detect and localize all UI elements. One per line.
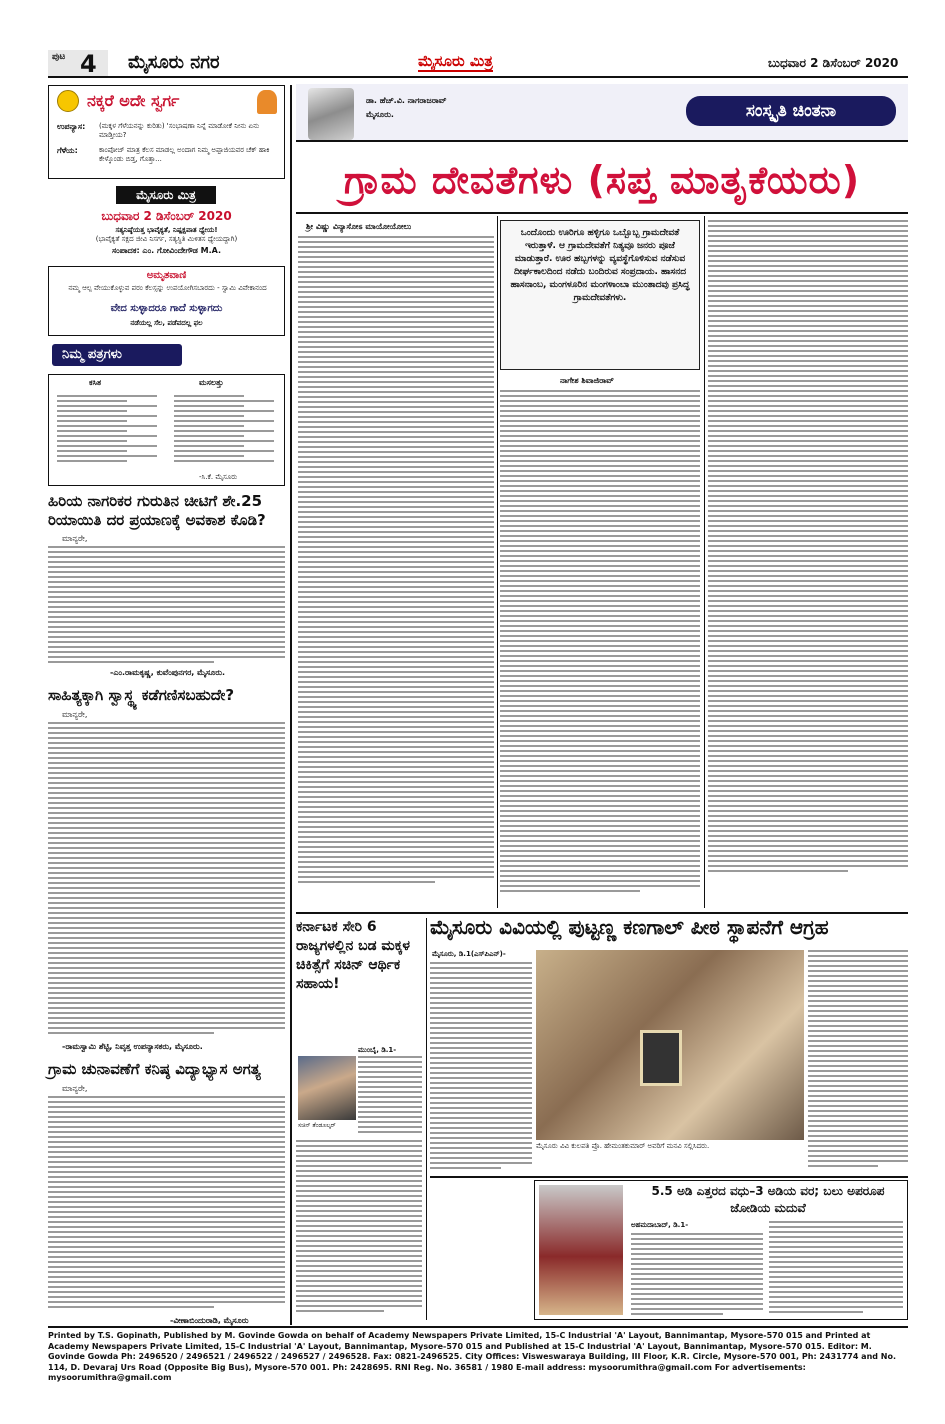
letter1-signature: -ಎಂ.ರಾಮಕೃಷ್ಣ, ಕುವೆಂಪುನಗರ, ಮೈಸೂರು. (110, 668, 226, 677)
main-headline-underline (296, 212, 908, 214)
counter-poem-lines (174, 395, 274, 471)
wedding-dateline: ಅಹಮದಾಬಾದ್, ಡಿ.1- (631, 1221, 689, 1229)
masthead (48, 50, 908, 78)
amrutavani-box (48, 266, 285, 336)
sachin-text-bottom (296, 1140, 422, 1318)
amrutavani-title: ಅಮೃತವಾಣಿ (146, 270, 187, 281)
peetha-text-left (430, 962, 532, 1174)
page-label: ಪುಟ (52, 52, 66, 62)
answer-text: ಕಾಂಪೋಜ್ ಮಾತ್ರ ಕೆಲಸ ಮಾಡಲ್ಲ ಅಂದಾಗ ನಿಮ್ಮ ಅಪ್ಪಾಜಿಯವರ ಚೆಕ್ ಹಾಕಿ ಕೇಳ್ಕೊಂಡು ಬಿಡ್ತ, ಗೊತ್ತಾ... (99, 146, 270, 163)
poem-title: ಕಸಿತ (89, 378, 102, 387)
counter-poem-title: ಮಸಲತ್ತು (199, 378, 224, 387)
paper-logo-badge: ಮೈಸೂರು ಮಿತ್ರ (116, 186, 216, 204)
question-label: ಉಪನ್ಯಾಸ: (57, 122, 86, 131)
editor-name: ಸಂಪಾದಕ: ಎಂ. ಗೋವಿಂದೇಗೌಡ M.A. (111, 246, 222, 255)
peetha-dateline: ಮೈಸೂರು, ಡಿ.1(ಎಸ್‌ಪಿಎನ್)- (432, 950, 506, 958)
letter3-body (48, 1096, 285, 1314)
intro-line: ಶ್ರೀ ವಿಷ್ಣು ವಿನ್ಯಾಸೋಽ ಮಾಯೋಯೋಲು (306, 222, 412, 231)
imprint-footer: Printed by T.S. Gopinath, Published by M. Govinde Gowda on behalf of Academy Newspapers Private Limited, 15-C Industrial 'A' Layout, Bannimantap, Mysore-570 015 and Printed at Academy Newspapers Private Limited, 15-C Industrial 'A' Layout, Bannimantap, Mysore-570 015 and Published at 15-C Industrial 'A' Layout, Bannimantap, Mysore-570 015. Editor: M. Govinde Gowda Ph: 2496520 / 2496521 / 2496522 / 2496527 / 2496528. Fax: 0821-2496525. City Offices: Visweswaraya Building, III Floor, K.R. Circle, Mysore-570 001, Ph: 2431774 and No. 114, D. Devaraj Urs Road (Opposite Big Bus), Mysore-570 001. Ph: 2428695. RNI Reg. No. 36581 / 1980 E-mail address: mysoorumithra@gmail.com For advertisements: mysoorumithra@gmail.com (48, 1331, 897, 1382)
sachin-photo-caption: ಸಚಿನ್ ತೆಂಡೂಲ್ಕರ್ (298, 1122, 336, 1129)
question-text: (ಮಕ್ಕಳ ಗೆಳೆಯನನ್ನು ಕುರಿತು) 'ಸಂಭಾಷಣಾ ನಿನ್ನೆ ಮಾಡೋಕೆ ನೀನು ಏನು ಮಾಡ್ತೀಯ? (99, 122, 260, 139)
page-number: 4 (80, 50, 97, 78)
masthead-date: ಬುಧವಾರ 2 ಡಿಸೆಂಬರ್ 2020 (768, 56, 899, 70)
letter2-signature: -ರಾಮಸ್ವಾಮಿ ಶೆಟ್ಟಿ, ನಿವೃತ್ತ ಉಪನ್ಯಾಸಕರು, ಮೈಸೂರು. (62, 1042, 203, 1051)
sachin-dateline: ಮುಂಬೈ, ಡಿ.1- (358, 1046, 397, 1054)
letter1-salutation: ಮಾನ್ಯರೇ, (62, 534, 88, 543)
main-col2-text (500, 390, 700, 908)
letter3-headline: ಗ್ರಾಮ ಚುನಾವಣೆಗೆ ಕನಿಷ್ಠ ವಿದ್ಯಾಭ್ಯಾಸ ಅಗತ್ಯ (48, 1060, 261, 1078)
letter1-body (48, 546, 285, 666)
wedding-story (534, 1180, 908, 1320)
author-city: ಮೈಸೂರು. (366, 110, 394, 119)
footer-rule (48, 1326, 908, 1328)
portrait-frame (640, 1030, 682, 1086)
sachin-text-right (358, 1056, 422, 1136)
author-name: ಡಾ. ಹೆಚ್.ವಿ. ನಾಗರಾಜರಾವ್ (366, 96, 447, 105)
letter2-headline: ಸಾಹಿತ್ಯಕ್ಕಾಗಿ ಸ್ವಾಸ್ಥ್ಯ ಕಡೆಗಣಿಸಬಹುದೇ? (48, 686, 235, 704)
main-col3-text (708, 220, 908, 908)
main-article-header (296, 84, 908, 142)
letter2-body (48, 722, 285, 1038)
wedding-text-right (769, 1221, 903, 1317)
veda-text: ನಡೆಯಲ್ಲ ಸೆಲ, ಪಡೆವದಲ್ಲ ಫಲ (130, 319, 203, 327)
letters-title: ನಿಮ್ಮ ಪತ್ರಗಳು (62, 347, 122, 362)
sachin-story (296, 918, 422, 1320)
col-divider-1 (497, 216, 498, 908)
peetha-bottom-rule (430, 1176, 908, 1178)
letter3-signature: -ವೀಣಾಬಿಂದುರಾಡಿ, ಮೈಸೂರು (170, 1316, 249, 1325)
letter1-headline: ಹಿರಿಯ ನಾಗರಿಕರ ಗುರುತಿನ ಚೀಟಿಗೆ ಶೇ.25 ರಿಯಾಯಿತಿ ದರ ಪ್ರಯಾಣಕ್ಕೆ ಅವಕಾಶ ಕೊಡಿ? (48, 492, 266, 529)
wedding-headline: 5.5 ಅಡಿ ಎತ್ತರದ ವಧು–3 ಅಡಿಯ ವರ; ಬಲು ಅಪರೂಪ ಜೋಡಿಯ ಮದುವೆ (651, 1184, 885, 1215)
left-column-divider (290, 85, 292, 1325)
answer-label: ಗೆಳೆಯ: (57, 146, 78, 155)
paper-date: ಬುಧವಾರ 2 ಡಿಸೆಂಬರ್ 2020 (101, 209, 232, 223)
peetha-headline: ಮೈಸೂರು ವಿವಿಯಲ್ಲಿ ಪುಟ್ಟಣ್ಣ ಕಣಗಾಲ್ ಪೀಠ ಸ್ಥಾಪನೆಗೆ ಆಗ್ರಹ (430, 915, 829, 939)
wedding-photo (539, 1185, 623, 1315)
main-col1-text (298, 236, 494, 908)
humour-box (48, 85, 285, 179)
page-number-box (48, 50, 108, 76)
sachin-photo (298, 1056, 356, 1120)
col-divider-2 (704, 216, 705, 908)
laughing-face-icon (57, 90, 79, 112)
peetha-text-right (808, 950, 908, 1174)
veda-title: ವೇದ ಸುಳ್ಳಾದರೂ ಗಾದೆ ಸುಳ್ಳಾಗದು (110, 303, 223, 314)
pull-quote: ಒಂದೊಂದು ಊರಿಗೂ ಹಳ್ಳಿಗೂ ಒಬ್ಬೊಬ್ಬ ಗ್ರಾಮದೇವತೆ ಇರುತ್ತಾಳೆ. ಆ ಗ್ರಾಮದೇವತೆಗೆ ನಿತ್ಯವೂ ಜನರು ಪೂಜೆ ಮಾಡುತ್ತಾರೆ. ಊರ ಹಬ್ಬಗಳನ್ನು ವ್ಯವಸ್ಥೆಗೊಳಿಸುವ ನಡೆಸುವ ದೀರ್ಘಕಾಲದಿಂದ ನಡೆದು ಬಂದಿರುವ ಸಂಪ್ರದಾಯ. ಹಾಸನದ ಹಾಸನಾಂಬ, ಮಂಗಳೂರಿನ ಮಂಗಳಾಂಬಾ ಮುಂತಾದವು ಪ್ರಸಿದ್ಧ ಗ್ರಾಮದೇವತೆಗಳು. (500, 220, 700, 370)
wedding-text-left (631, 1233, 763, 1317)
poem-lines (57, 395, 157, 471)
cartoon-figure-icon (257, 90, 277, 114)
column-name: ಸಂಸ್ಕೃತಿ ಚಿಂತನಾ (745, 101, 837, 121)
paper-logo: ಮೈಸೂರು ಮಿತ್ರ (418, 52, 493, 70)
paper-motto: ಸತ್ಯನಿಷ್ಠೆಯತ್ತ ಭಾವೈಕ್ಯತೆ, ನಿಷ್ಪಕ್ಷಪಾತ ಧ್ಯೇಯ! (115, 226, 218, 234)
paper-info-box (48, 182, 285, 262)
main-headline: ಗ್ರಾಮ ದೇವತೆಗಳು (ಸಪ್ತ ಮಾತೃಕೆಯರು) (343, 158, 861, 202)
column-name-pill (686, 96, 896, 126)
poem-signature: -ಸಿ.ಕೆ. ಮೈಸೂರು (199, 473, 238, 481)
humour-title: ನಕ್ಕರೆ ಅದೇ ಸ್ವರ್ಗ (87, 91, 180, 110)
poem-box (48, 374, 285, 486)
subhead-1: ನಾಗೇಶ ಶಿವಾಜಿರಾವ್ (560, 376, 614, 385)
peetha-photo (536, 950, 804, 1140)
sachin-headline: ಕರ್ನಾಟಕ ಸೇರಿ 6 ರಾಜ್ಯಗಳಲ್ಲಿನ ಬಡ ಮಕ್ಕಳ ಚಿಕಿತ್ಸೆಗೆ ಸಚಿನ್ ಆರ್ಥಿಕ ಸಹಾಯ! (296, 919, 410, 992)
sachin-divider (426, 918, 427, 1320)
amrutavani-text: ನಮ್ಮ ಆಲ್ಪ ವೇಯುಕೊಳ್ಳುವ ಪರಂ ಕೆಲಸ್ಸನ್ನು ಉಪಯೋಗಿಸಬಾರದು - ಸ್ವಾಮಿ ವಿವೇಕಾನಂದ (68, 284, 267, 292)
section-title: ಮೈಸೂರು ನಗರ (128, 52, 220, 73)
letter2-salutation: ಮಾನ್ಯರೇ, (62, 710, 88, 719)
letter3-salutation: ಮಾನ್ಯರೇ, (62, 1084, 88, 1093)
author-photo (308, 88, 354, 140)
letters-banner (48, 342, 285, 368)
paper-motto-sub: (ಭಾವೈಕ್ಯತೆ ಸಕ್ಷದ ಜೀವಿ ನಿಸರ್ಗ, ಸತ್ಯಸ್ಥಿತಿ ಮಿಳಿತಸ ಧ್ಯೇಯದ್ದಾಗಿ) (95, 235, 238, 243)
peetha-caption: ಮೈಸೂರು ವಿವಿ ಕುಲಪತಿ ಪ್ರೊ. ಹೇಮಂತಕುಮಾರ್ ಅವರಿಗೆ ಮನವಿ ಸಲ್ಲಿಸಿದರು. (536, 1142, 710, 1150)
